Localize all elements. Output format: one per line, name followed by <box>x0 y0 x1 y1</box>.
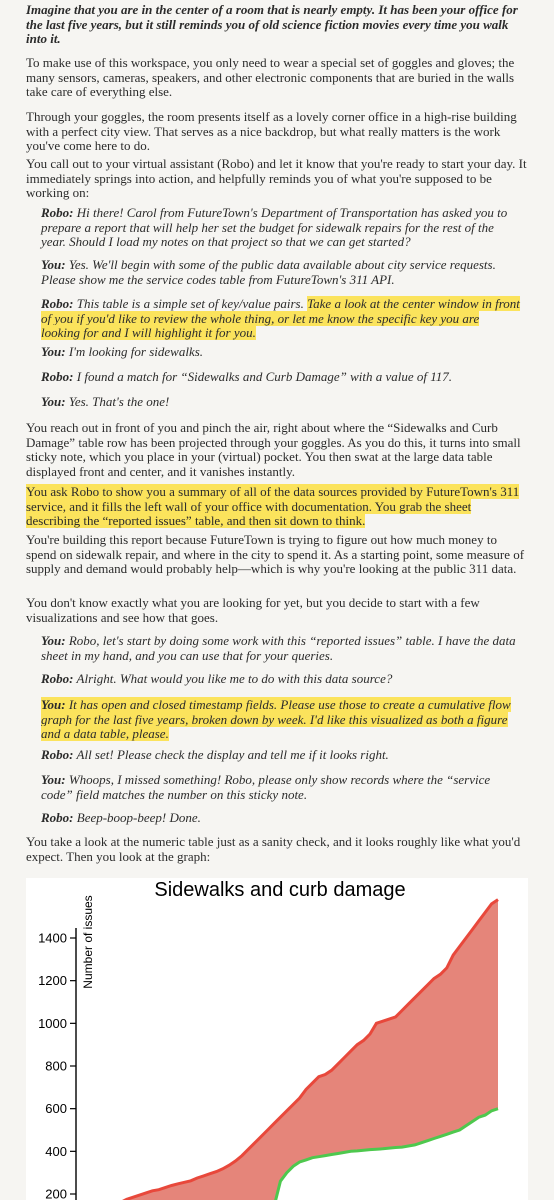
chart-container <box>26 878 528 1200</box>
speaker-label: You: <box>41 697 66 712</box>
dialog-text: Yes. That's the one! <box>65 394 170 409</box>
speaker-label: You: <box>41 633 66 648</box>
speaker-label: You: <box>41 344 66 359</box>
dialog-text: This table is a simple set of key/value pairs. <box>73 296 308 311</box>
dialog-text: Alright. What would you like me to do with this data source? <box>73 671 393 686</box>
dialog-text: Beep-boop-beep! Done. <box>73 810 201 825</box>
highlighted-text <box>41 697 511 741</box>
speaker-label: Robo: <box>41 205 74 220</box>
cumulative-flow-chart <box>26 878 528 1200</box>
highlighted-text: You ask Robo to show you a summary of all of the data sources provided by FutureTown's 311 service, and it fills the left wall of your office with documentation. You grab the sheet describing the “reported issues” table, and then sit down to think. <box>26 484 520 528</box>
dialog-text: I'm looking for sidewalks. <box>65 344 204 359</box>
speaker-label: Robo: <box>41 747 74 762</box>
dialog-you-3 <box>41 395 521 410</box>
dialog-robo-6 <box>41 811 521 826</box>
speaker-label: Robo: <box>41 369 74 384</box>
paragraph-assistant: You call out to your virtual assistant (Robo) and let it know that you're ready to start your day. It immediately springs into action, and helpfully reminds you of what you're supposed to be working on: <box>26 156 527 200</box>
speaker-label: Robo: <box>41 296 74 311</box>
chart-title: Sidewalks and curb damage <box>154 879 406 901</box>
paragraph-report: You're building this report because FutureTown is trying to figure out how much money to spend on sidewalk repair, and where in the city to spend it. As a starting point, some measure of supply and demand would probably help—which is why you're looking at the public 311 data. <box>26 532 525 576</box>
paragraph-summary <box>26 485 528 529</box>
dialog-you-2 <box>41 345 521 360</box>
dialog-you-5 <box>41 698 521 742</box>
speaker-label: You: <box>41 394 66 409</box>
y-tick-label: 600 <box>45 1101 67 1117</box>
dialog-you-1 <box>41 258 521 287</box>
dialog-robo-1 <box>41 206 521 250</box>
dialog-text: All set! Please check the display and tell me if it looks right. <box>73 747 389 762</box>
intro-paragraph: Imagine that you are in the center of a room that is nearly empty. It has been your office for the last five years, but it still reminds you of old science fiction movies every time you walk into it. <box>26 2 518 46</box>
dialog-text: Whoops, I missed something! Robo, please only show records where the “service code” field matches the number on this sticky note. <box>41 772 491 802</box>
y-axis-label: Number of issues <box>81 895 95 989</box>
dialog-text: It has open and closed timestamp fields. Please use those to create a cumulative flow graph for the last five years, broken down by week. I'd like this visualized as both a figure and a data table, please. <box>41 697 511 741</box>
y-tick-label: 1000 <box>38 1015 67 1031</box>
dialog-text: Robo, let's start by doing some work with this “reported issues” table. I have the data sheet in my hand, and you can use that for your queries. <box>41 633 516 663</box>
paragraph-goggles: Through your goggles, the room presents itself as a lovely corner office in a high-rise building with a perfect city view. That serves as a nice backdrop, but what really matters is the work you've come here to do. <box>26 109 517 153</box>
dialog-text: Yes. We'll begin with some of the public data available about city service requests. Please show me the service codes table from FutureTown's 311 API. <box>41 257 496 287</box>
dialog-robo-2 <box>41 297 521 341</box>
dialog-text: I found a match for “Sidewalks and Curb Damage” with a value of 117. <box>73 369 453 384</box>
y-tick-label: 800 <box>45 1058 67 1074</box>
dialog-robo-4 <box>41 672 521 687</box>
paragraph-graph-intro: You take a look at the numeric table just as a sanity check, and it looks roughly like what you'd expect. Then you look at the graph: <box>26 834 521 864</box>
y-tick-label: 1400 <box>38 930 67 946</box>
paragraph-workspace: To make use of this workspace, you only need to wear a special set of goggles and gloves; the many sensors, cameras, speakers, and other electronic components that are buried in the walls take care of everything else. <box>26 55 515 99</box>
speaker-label: You: <box>41 257 66 272</box>
dialog-text: Hi there! Carol from FutureTown's Department of Transportation has asked you to prepare a report that will help her set the budget for sidewalk repairs for the rest of the year. Should I load my notes on that project so that we can get started? <box>41 205 508 249</box>
speaker-label: You: <box>41 772 66 787</box>
y-tick-label: 1200 <box>38 973 67 989</box>
paragraph-visualizations: You don't know exactly what you are looking for yet, but you decide to start with a few visualizations and see how that goes. <box>26 595 480 625</box>
dialog-robo-3 <box>41 370 521 385</box>
paragraph-sticky-note: You reach out in front of you and pinch the air, right about where the “Sidewalks and Curb Damage” table row has been projected through your goggles. As you do this, it turns into small sticky note, which you place in your (virtual) pocket. You then swat at the large data table displayed front and center, and it vanishes instantly. <box>26 420 521 479</box>
open-issues-area <box>114 900 498 1200</box>
dialog-robo-5 <box>41 748 521 763</box>
highlighted-text: Take a look at the center window in front of you if you'd like to review the whole thing, or let me know the specific key you are looking for and I will highlight it for you. <box>41 296 520 340</box>
speaker-label: Robo: <box>41 671 74 686</box>
dialog-you-4 <box>41 634 521 663</box>
y-tick-label: 200 <box>45 1186 67 1200</box>
speaker-label: Robo: <box>41 810 74 825</box>
y-tick-label: 400 <box>45 1143 67 1159</box>
dialog-you-6 <box>41 773 521 802</box>
